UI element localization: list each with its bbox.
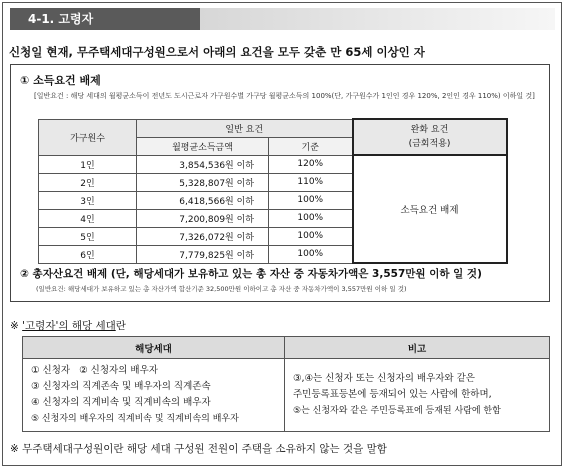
table-row: 1인 3,854,536원 이하 120% 소득요건 배제 — [39, 155, 507, 173]
household-definition-heading: ※ '고령자'의 해당 세대란 — [10, 320, 126, 332]
col-household-size: 가구원수 — [39, 119, 137, 155]
col-relaxed-requirement: 완화 요건 (금회적용) — [353, 119, 507, 155]
list-item: ① 신청자 ② 신청자의 배우자 — [31, 365, 158, 376]
relaxed-value: 소득요건 배제 — [353, 155, 507, 263]
col-general-requirement: 일반 요건 — [137, 119, 353, 137]
table-row: 4인 7,200,809원 이하 100% — [39, 209, 507, 227]
col-standard: 기준 — [269, 137, 353, 155]
list-item: ③ 신청자의 직계존속 및 배우자의 직계존속 — [31, 381, 211, 392]
table-row: 5인 7,326,072원 이하 100% — [39, 227, 507, 245]
section-title: 4-1. 고령자 — [10, 8, 200, 30]
list-item: ④ 신청자의 직계비속 및 직계비속의 배우자 — [31, 397, 211, 408]
col-monthly-income: 월평균소득금액 — [137, 137, 269, 155]
col-household: 해당세대 — [23, 337, 285, 359]
table-row: 3인 6,418,566원 이하 100% — [39, 191, 507, 209]
asset-requirement-title: ② 총자산요건 배제 (단, 해당세대가 보유하고 있는 총 자산 중 자동차가액은 3,557만원 이하 일 것) — [20, 268, 482, 280]
col-remarks: 비고 — [285, 337, 550, 359]
table-row: 2인 5,328,807원 이하 110% — [39, 173, 507, 191]
section-title-bar — [200, 8, 555, 30]
eligibility-headline: 신청일 현재, 무주택세대구성원으로서 아래의 요건을 모두 갖춘 만 65세 이상인 자 — [9, 45, 425, 59]
household-table — [22, 336, 550, 432]
household-list — [23, 359, 285, 432]
asset-general-note: (일반요건: 해당세대가 보유하고 있는 총 자산가액 합산기준 32,500만원 이하이고 총 자산 중 자동차가액이 3,557만원 이하 일 것) — [36, 285, 407, 293]
income-general-note: [일반요건 : 해당 세대의 월평균소득이 전년도 도시근로자 가구원수별 가구당 월평균소득의 100%(단, 가구원수가 1인인 경우 120%, 2인인 경우 110%) 이하일 것] — [34, 92, 535, 100]
table-row: 6인 7,779,825원 이하 100% — [39, 245, 507, 263]
income-table — [38, 118, 508, 264]
income-requirement-title: ① 소득요건 배제 — [20, 74, 101, 87]
footer-note: ※ 무주택세대구성원이란 해당 세대 구성원 전원이 주택을 소유하지 않는 것을 말함 — [10, 443, 387, 455]
remarks-text: ③,④는 신청자 또는 신청자의 배우자와 같은 주민등록표등본에 등재되어 있는 사람에 한하며, ⑤는 신청자와 같은 주민등록표에 등재된 사람에 한함 — [285, 359, 550, 432]
list-item: ⑤ 신청자의 배우자의 직계비속 및 직계비속의 배우자 — [31, 414, 239, 424]
